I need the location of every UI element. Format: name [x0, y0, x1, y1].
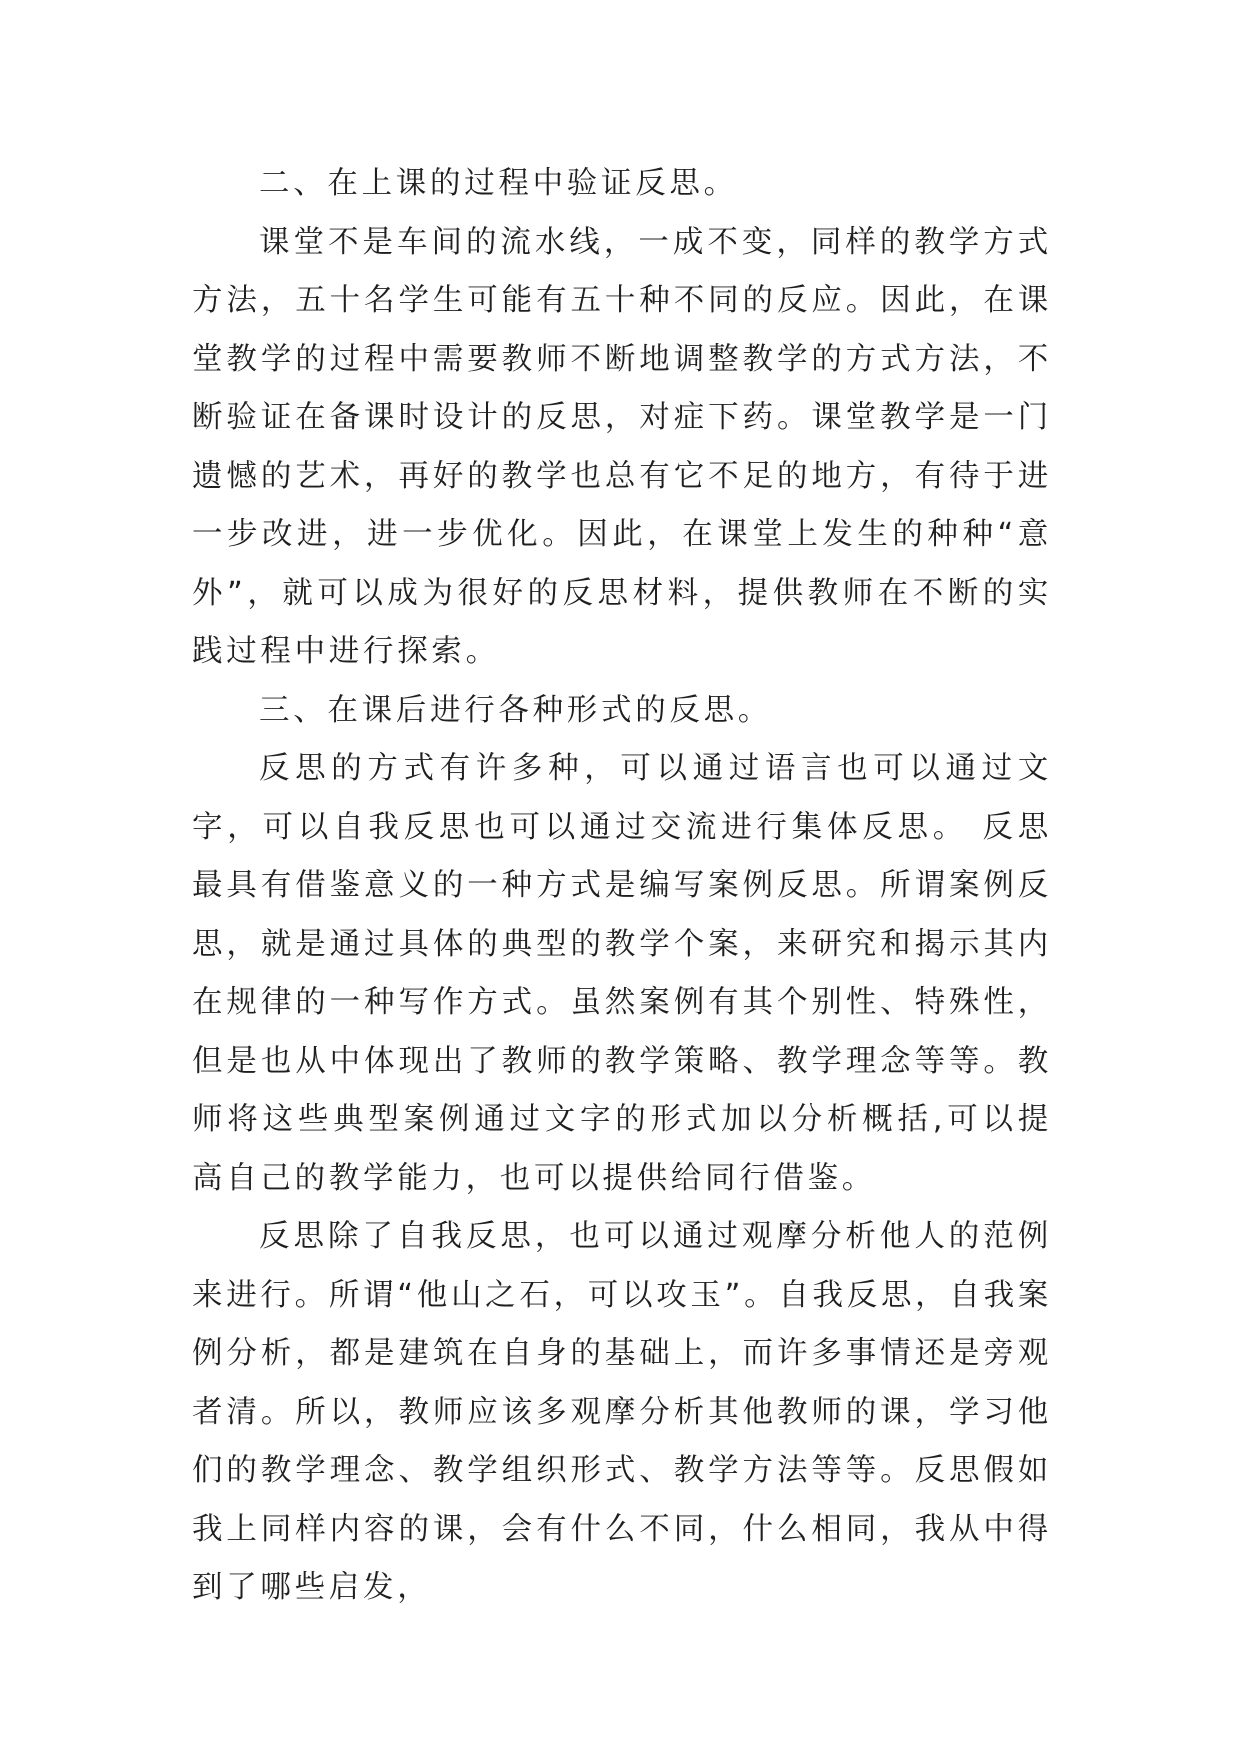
paragraph-reflection-methods: 反思的方式有许多种，可以通过语言也可以通过文字，可以自我反思也可以通过交流进行集体反思。 反思最具有借鉴意义的一种方式是编写案例反思。所谓案例反思，就是通过具体的典型的教学个案，来研究和揭示其内在规律的一种写作方式。虽然案例有其个别性、特殊性，但是也从中体现出了教师的教学策略、教学理念等等。教师将这些典型案例通过文字的形式加以分析概括,可以提高自己的教学能力，也可以提供给同行借鉴。: [192, 751, 1052, 1196]
paragraph-classroom-reflection: 课堂不是车间的流水线，一成不变，同样的教学方式方法，五十名学生可能有五十种不同的反应。因此，在课堂教学的过程中需要教师不断地调整教学的方式方法，不断验证在备课时设计的反思，对症下药。课堂教学是一门遗憾的艺术，再好的教学也总有它不足的地方，有待于进一步改进，进一步优化。因此，在课堂上发生的种种“意外”，就可以成为很好的反思材料，提供教师在不断的实践过程中进行探索。: [192, 224, 1052, 669]
document-body: [192, 155, 1052, 1618]
section-heading-3: 三、在课后进行各种形式的反思。: [259, 692, 772, 728]
paragraph-peer-observation: 反思除了自我反思，也可以通过观摩分析他人的范例来进行。所谓“他山之石，可以攻玉”。自我反思，自我案例分析，都是建筑在自身的基础上，而许多事情还是旁观者清。所以，教师应该多观摩分析其他教师的课，学习他们的教学理念、教学组织形式、教学方法等等。反思假如我上同样内容的课，会有什么不同，什么相同，我从中得到了哪些启发，: [192, 1219, 1052, 1605]
section-heading-2: 二、在上课的过程中验证反思。: [259, 166, 738, 201]
